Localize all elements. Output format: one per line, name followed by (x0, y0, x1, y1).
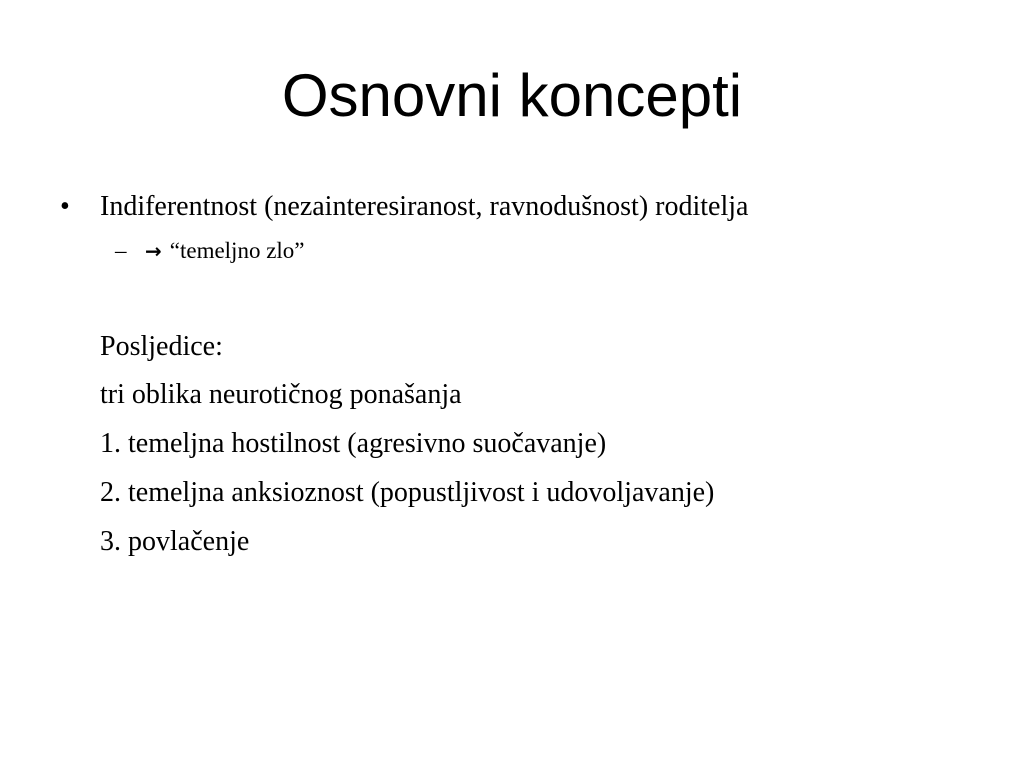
slide-title: Osnovni koncepti (281, 62, 743, 129)
consequences-heading: Posljedice: (100, 331, 223, 362)
consequences-line: 2. temeljna anksioznost (popustljivost i udovoljavanje) (100, 477, 715, 508)
bullet-item (60, 188, 748, 226)
arrow-right-icon: → (145, 239, 162, 263)
bullet-text: Indiferentnost (nezainteresiranost, ravnodušnost) roditelja (100, 191, 749, 222)
consequences-line: tri oblika neurotičnog ponašanja (100, 379, 462, 410)
sub-bullet-item (115, 236, 305, 266)
consequences-line: 1. temeljna hostilnost (agresivno suočavanje) (100, 428, 607, 459)
bullet-marker: • (60, 191, 70, 222)
sub-bullet-marker: – (115, 238, 127, 263)
consequences-line: 3. povlačenje (100, 526, 250, 557)
sub-bullet-text: “temeljno zlo” (169, 238, 305, 263)
